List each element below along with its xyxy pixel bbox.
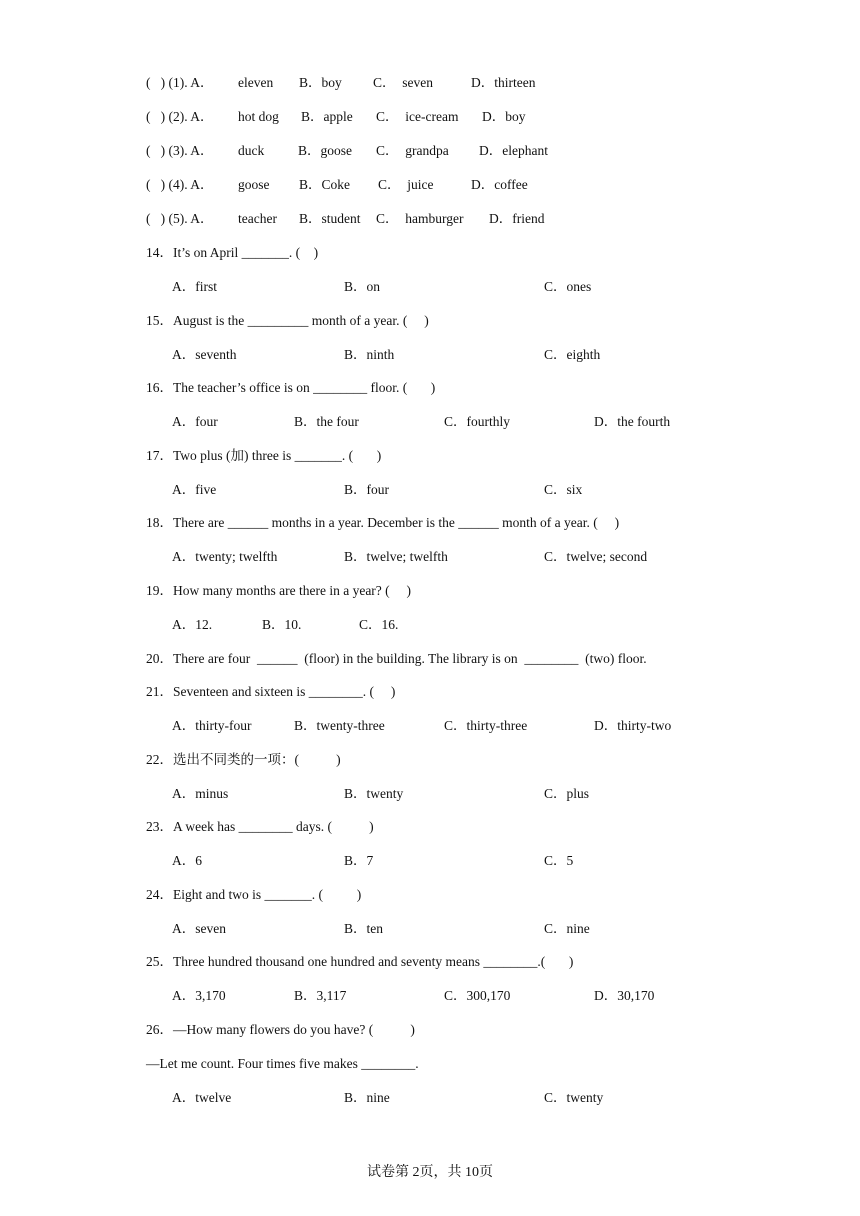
option-a: A．3,170 [172,988,226,1003]
option-a: duck [238,143,265,158]
question-stem: 19．How many months are there in a year? ( ) [146,583,412,598]
option-c: C．twenty [544,1090,604,1105]
option-b: B．boy [299,75,342,90]
option-c: C．nine [544,921,590,936]
question-stem: 26．—How many flowers do you have? ( ) [146,1022,415,1037]
item-prefix: ( ) (5). A． [146,211,214,226]
item-prefix: ( ) (3). A． [146,143,214,158]
option-c: C．300,170 [444,988,511,1003]
option-b: B．10. [262,617,302,632]
option-d: D．thirteen [471,75,536,90]
option-d: D．thirty-two [594,718,672,733]
question-stem: 14．It’s on April _______. ( ) [146,245,319,260]
question-stem: 24．Eight and two is _______. ( ) [146,887,362,902]
item-prefix: ( ) (4). A． [146,177,214,192]
question-stem: 18．There are ______ months in a year. December is the ______ month of a year. ( ) [146,515,620,530]
option-c: C．16. [359,617,399,632]
option-a: goose [238,177,270,192]
option-b: B．3,117 [294,988,347,1003]
option-c: C．plus [544,786,590,801]
option-c: C．twelve; second [544,549,648,564]
option-b: B．twelve; twelfth [344,549,448,564]
option-c: C．fourthly [444,414,510,429]
option-c: C． ice-cream [376,109,459,124]
option-a: A．first [172,279,217,294]
option-a: A．twenty; twelfth [172,549,278,564]
option-b: B．the four [294,414,359,429]
option-a: A．minus [172,786,229,801]
question-stem: 22．选出不同类的一项：( ) [146,752,341,767]
option-c: C．ones [544,279,592,294]
option-b: B．on [344,279,381,294]
option-c: C． juice [378,177,434,192]
option-c: C．eighth [544,347,601,362]
option-b: B．ninth [344,347,395,362]
question-stem: 20．There are four ______ (floor) in the building. The library is on ________ (two) floor. [146,651,647,666]
option-a: A．seven [172,921,226,936]
option-b: B．student [299,211,361,226]
option-a: A．12. [172,617,213,632]
option-b: B．Coke [299,177,351,192]
question-stem: 16．The teacher’s office is on ________ floor. ( ) [146,380,436,395]
question-stem: 17．Two plus (加) three is _______. ( ) [146,448,382,463]
option-b: B．7 [344,853,374,868]
option-b: B．twenty-three [294,718,385,733]
item-prefix: ( ) (2). A． [146,109,214,124]
option-b: B．nine [344,1090,390,1105]
option-c: C． grandpa [376,143,449,158]
option-d: D．elephant [479,143,548,158]
option-a: A．seventh [172,347,237,362]
option-d: D．boy [482,109,526,124]
question-stem: 23．A week has ________ days. ( ) [146,819,374,834]
option-c: C． seven [373,75,433,90]
option-a: A．twelve [172,1090,232,1105]
question-stem: 21．Seventeen and sixteen is ________. ( ) [146,684,396,699]
option-a: A．four [172,414,218,429]
option-d: D．coffee [471,177,528,192]
option-d: D．the fourth [594,414,671,429]
option-b: B．four [344,482,389,497]
option-a: A．thirty-four [172,718,252,733]
option-b: B．ten [344,921,383,936]
option-b: B．twenty [344,786,404,801]
option-c: C．thirty-three [444,718,528,733]
option-b: B．apple [301,109,353,124]
option-b: B．goose [298,143,352,158]
option-c: C． hamburger [376,211,464,226]
option-a: A．6 [172,853,202,868]
question-stem: 25．Three hundred thousand one hundred and seventy means ________.( ) [146,954,574,969]
option-a: A．five [172,482,217,497]
item-prefix: ( ) (1). A． [146,75,214,90]
option-a: eleven [238,75,274,90]
option-d: D．friend [489,211,545,226]
page-footer: 试卷第 2页，共 10页 [367,1165,493,1180]
option-a: hot dog [238,109,279,124]
option-c: C．six [544,482,583,497]
question-stem: 15．August is the _________ month of a year. ( ) [146,313,429,328]
option-a: teacher [238,211,277,226]
question-stem-line-2: —Let me count. Four times five makes ________. [146,1056,419,1071]
option-d: D．30,170 [594,988,655,1003]
option-c: C．5 [544,853,574,868]
